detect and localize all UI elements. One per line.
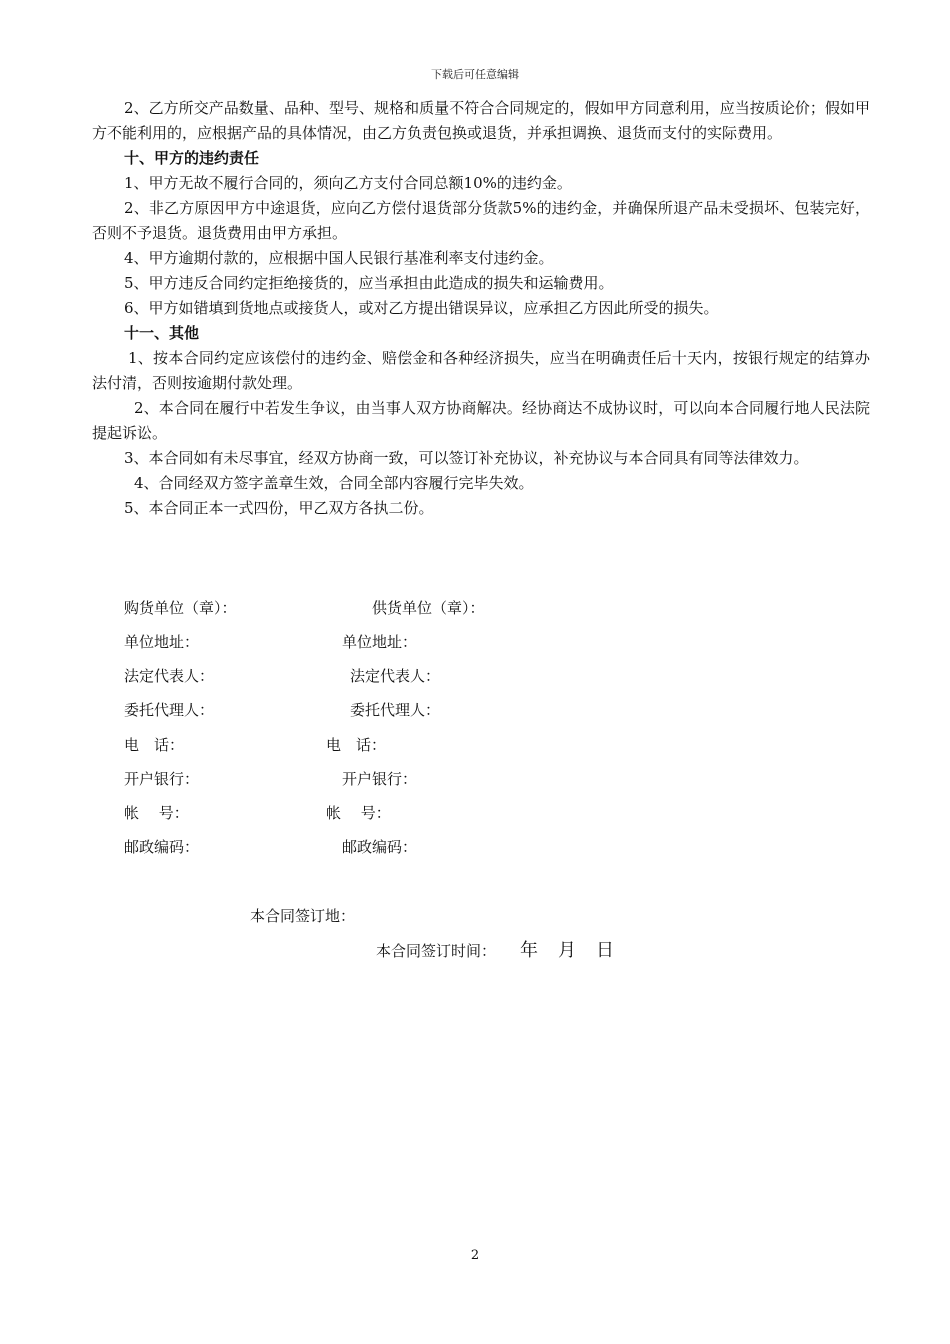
signature-row-postcode [0, 836, 950, 862]
clause-1: 1、甲方无故不履行合同的，须向乙方支付合同总额10%的违约金。 [124, 174, 572, 192]
signing-date-label: 本合同签订时间： [376, 942, 497, 960]
seller-legal-rep-label: 法定代表人： [350, 667, 441, 685]
page-header: 下载后可任意编辑 [431, 68, 519, 81]
other-clause-5: 5、本合同正本一式四份，甲乙双方各执二份。 [124, 499, 434, 517]
signature-row-legal-rep [0, 665, 950, 691]
buyer-account-label: 帐 号： [124, 804, 189, 822]
buyer-bank-label: 开户银行： [124, 770, 200, 788]
section-heading-other: 十一、其他 [124, 324, 200, 342]
page-number: 2 [470, 1248, 480, 1263]
clause-2: 2、非乙方原因甲方中途退货，应向乙方偿付退货部分货款5%的违约金，并确保所退产品未受损坏、包装完好，否则不予退货。退货费用由甲方承担。 [92, 199, 870, 242]
other-clause-2: 2、本合同在履行中若发生争议，由当事人双方协商解决。经协商达不成协议时，可以向本合同履行地人民法院提起诉讼。 [92, 399, 870, 442]
seller-unit-label: 供货单位（章）： [372, 599, 485, 617]
buyer-phone-label: 电 话： [124, 736, 185, 754]
other-clause-4: 4、合同经双方签字盖章生效，合同全部内容履行完毕失效。 [134, 474, 534, 492]
seller-phone-label: 电 话： [326, 736, 387, 754]
clause-4: 4、甲方逾期付款的，应根据中国人民银行基准利率支付违约金。 [124, 249, 554, 267]
signing-date-row [376, 936, 615, 962]
other-clause-3: 3、本合同如有未尽事宜，经双方协商一致，可以签订补充协议，补充协议与本合同具有同等法律效力。 [124, 449, 809, 467]
signature-row-phone [0, 734, 950, 760]
clause-5: 5、甲方违反合同约定拒绝接货的，应当承担由此造成的损失和运输费用。 [124, 274, 614, 292]
signing-place-label: 本合同签订地： [250, 907, 356, 925]
paragraph-quality-clause: 2、乙方所交产品数量、品种、型号、规格和质量不符合合同规定的，假如甲方同意利用，应当按质论价；假如甲方不能利用的，应根据产品的具体情况，由乙方负责包换或退货，并承担调换、退货而支付的实际费用。 [92, 99, 870, 142]
seller-bank-label: 开户银行： [342, 770, 418, 788]
other-clause-1: 1、按本合同约定应该偿付的违约金、赔偿金和各种经济损失，应当在明确责任后十天内，按银行规定的结算办法付清，否则按逾期付款处理。 [92, 349, 870, 392]
signature-row-address [0, 631, 950, 657]
signature-row-agent [0, 699, 950, 725]
buyer-agent-label: 委托代理人： [124, 701, 215, 719]
seller-account-label: 帐 号： [326, 804, 391, 822]
signing-date-value: 年 月 日 [520, 940, 616, 961]
section-heading-buyer-liability: 十、甲方的违约责任 [124, 149, 260, 167]
seller-postcode-label: 邮政编码： [342, 838, 418, 856]
clause-6: 6、甲方如错填到货地点或接货人，或对乙方提出错误异议，应承担乙方因此所受的损失。 [124, 299, 719, 317]
contract-body [92, 96, 870, 521]
signature-row-unit [0, 597, 950, 623]
signature-row-bank [0, 768, 950, 794]
buyer-unit-label: 购货单位（章）： [124, 599, 237, 617]
signature-row-account [0, 802, 950, 828]
buyer-address-label: 单位地址： [124, 633, 200, 651]
seller-agent-label: 委托代理人： [350, 701, 441, 719]
buyer-postcode-label: 邮政编码： [124, 838, 200, 856]
buyer-legal-rep-label: 法定代表人： [124, 667, 215, 685]
seller-address-label: 单位地址： [342, 633, 418, 651]
